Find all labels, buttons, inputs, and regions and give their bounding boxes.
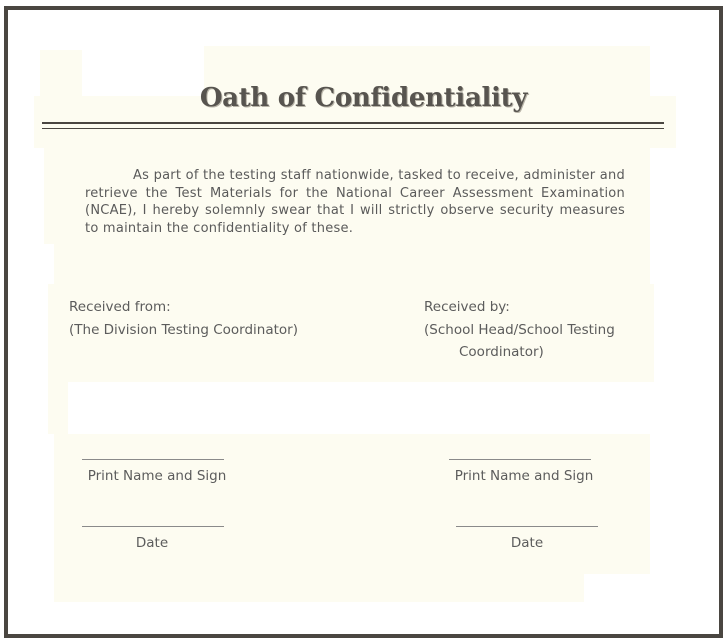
received-by-label: Received by: <box>424 299 510 315</box>
right-print-name-caption: Print Name and Sign <box>454 468 594 484</box>
received-from-role: (The Division Testing Coordinator) <box>69 322 298 338</box>
background-wash <box>54 244 650 284</box>
document-frame <box>4 6 723 638</box>
right-date-line[interactable] <box>456 526 598 527</box>
received-by-role: (School Head/School Testing <box>424 322 615 338</box>
title-divider-thick <box>42 122 664 124</box>
received-from-label: Received from: <box>69 299 171 315</box>
left-signature-line[interactable] <box>82 459 224 460</box>
document-title: Oath of Confidentiality <box>199 83 528 113</box>
left-date-caption: Date <box>135 535 169 551</box>
title-divider-thin <box>42 128 664 129</box>
background-wash <box>54 434 650 574</box>
received-by-role-continued: Coordinator) <box>459 344 544 360</box>
left-print-name-caption: Print Name and Sign <box>87 468 227 484</box>
background-wash <box>54 574 584 602</box>
right-date-caption: Date <box>510 535 544 551</box>
right-signature-line[interactable] <box>449 459 591 460</box>
oath-paragraph: As part of the testing staff nationwide, tasked to receive, administer and retrieve the Test Materials for the National Career Assessment Examination (NCAE), I hereby solemnly swear that I will strictly observe security measures to maintain the confidentiality of these. <box>85 168 625 236</box>
left-date-line[interactable] <box>82 526 224 527</box>
background-wash <box>48 382 68 434</box>
